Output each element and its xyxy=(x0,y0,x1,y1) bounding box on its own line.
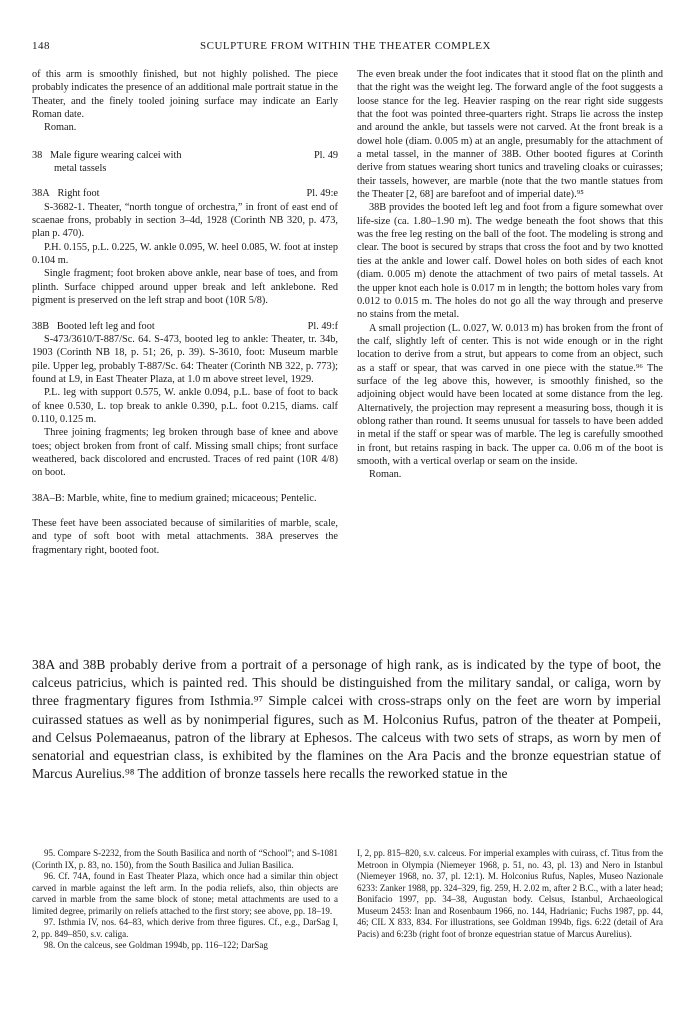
period-roman: Roman. xyxy=(44,122,77,134)
main-text-paragraph: 38A and 38B probably derive from a portrait of a personage of high rank, as is indicated by the type of boot, the calceus patricius, which is painted red. This should be distinguished from the military sandal, or caliga, worn by three fragmentary figures from Isthmia.⁹⁷ Simple calcei with cross-straps only on the feet are worn by imperial cuirassed statues as well as by nonimperial figures, such as M. Holconius Rufus, patron of the theater at Pompeii, and Celsus Polemaeanus, patron of the library at Ephesos. The calceus with two sets of straps, as worn by men of senatorial and equestrian class, is exhibited by the flamines on the Ara Pacis and the bronze equestrian statue of Marcus Aurelius.⁹⁸ The addition of bronze tassels here recalls the reworked statue in the xyxy=(32,657,661,782)
paragraph-continued: of this arm is smoothly finished, but not highly polished. The piece probably indicates the presence of an additional male portrait statue in the Theater, and the finely tooled joining surface may indicate an Early Roman date. xyxy=(32,69,338,121)
left-column xyxy=(32,68,338,557)
material-label: 38A–B xyxy=(32,492,62,504)
paragraph-association: These feet have been associated because of similarities of marble, scale, and type of soft boot with metal attachments. 38A preserves the fragmentary right, booted foot. xyxy=(32,517,338,556)
paragraph-38a-discussion: The even break under the foot indicates that it stood flat on the plinth and that the right was the weight leg. The forward angle of the foot suggests a loose stance for the leg. Heavier rasping on the rear right side suggests that the foot was pointed three-quarters right. Straps lie across the instep and around the ankle, but tassels were not carved. At the front break is a dowel hole (diam. 0.005 m) at an angle, presumably for the attachment of a metal tassel, in the manner of 38B. Other booted figures at Corinth derive from statues wearing short tunics and traveling cloaks or cuirasses; their tassels, however, are marble (note that the two mantle statues from the Theater [2, 68] are barefoot and of imperial date).⁹⁵ xyxy=(357,69,663,201)
dimensions-38a: P.H. 0.155, p.L. 0.225, W. ankle 0.095, W. heel 0.085, W. foot at instep 0.104 m. xyxy=(32,241,338,267)
plate-reference: Pl. 49:e xyxy=(306,188,338,200)
footnote-97: 97. Isthmia IV, nos. 64–83, which derive from three figures. Cf., e.g., DarSag I, 2, pp. 849–850, s.v. caliga. xyxy=(32,917,338,939)
entry-title-line-1: Male figure wearing calcei with xyxy=(50,149,182,161)
footnote-98-continued: I, 2, pp. 815–820, s.v. calceus. For imperial examples with cuirass, cf. Titus from the Metroon in Olympia (Niemeyer 1968, p. 51, no. 43, pl. 13) and Nero in Istanbul (Niemeyer 1968, no. 37, pl. 12:1). M. Holconius Rufus, Naples, Museo Nazionale 6233: Zanker 1988, pp. 324–329, fig. 259, H. 2.02 m, after 2 B.C., with a later head; Bonifacio 1997, pp. 34–38, Augustan body. Celsus, Istanbul, Archaeological Museum 2453: Inan and Rosenbaum 1966, no. 144, Hadrianic; Fuchs 1987, pp. 44, 46; CIL X 833, 834. For illustrations, see Goldman 1994b, figs. 6:22 (detail of Ara Pacis) and 6:23b (right foot of bronze equestrian statue of Marcus Aurelius). xyxy=(357,848,663,939)
description-38a: Single fragment; foot broken above ankle, near base of toes, and from plinth. Surface chipped around upper break and left anklebone. Red pigment is preserved on the left strap and boot (10R 5/8). xyxy=(32,268,338,307)
catalog-entry-38a xyxy=(32,187,338,200)
right-column xyxy=(357,68,663,482)
inventory-38a: S-3682-1. Theater, “north tongue of orchestra,” in front of east end of scaenae frons, probably in section 3–4d, 1928 (Corinth NB 320, p. 473, plan p. 470). xyxy=(32,201,338,240)
running-head xyxy=(32,40,659,56)
entry-number: 38B xyxy=(32,320,50,332)
footnote-98: 98. On the calceus, see Goldman 1994b, pp. 116–122; DarSag xyxy=(44,940,268,950)
footnote-96: 96. Cf. 74A, found in East Theater Plaza, which once had a similar thin object carved in marble against the left arm. In the podia reliefs, also, thin objects are carved in marble from the same block of stone; metal attachments are used to a limited degree, primarily on reliefs attached to the first story; see above, pp. 18–19. xyxy=(32,871,338,916)
entry-title: Right foot xyxy=(57,188,100,200)
entry-number: 38 xyxy=(32,149,43,161)
entry-title: Booted left leg and foot xyxy=(56,320,155,332)
period-roman: Roman. xyxy=(369,469,402,481)
footnotes-left xyxy=(32,848,338,952)
catalog-entry-38b xyxy=(32,320,338,333)
plate-reference: Pl. 49:f xyxy=(307,320,338,332)
paragraph-projection: A small projection (L. 0.027, W. 0.013 m) has broken from the front of the calf, slightly left of center. This is not wide enough or in the right location to derive from a strut, but appears to come from an object, such as a staff or spear, that was carved in one piece with the statue.⁹⁶ The surface of the leg above this, however, is smoothly finished, so the adjoining object would have been located at some distance from the leg. Alternatively, the projection may represent a measuring boss, though it is oblong rather than round. It seems unusual for tassels to have been added in metal if the staff or spear was of marble. The leg is carefully smoothed in front, but retains rasping in back. The upper ca. 0.06 m of the boot is smooth, with a vertical overlap or seam on the inside. xyxy=(357,322,663,467)
material-note xyxy=(32,492,338,505)
footnote-95: 95. Compare S-2232, from the South Basilica and north of “School”; and S-1081 (Corinth IX, p. 83, no. 150), from the South Basilica and Julian Basilica. xyxy=(32,848,338,870)
paragraph-38b-discussion: 38B provides the booted left leg and foot from a figure somewhat over life-size (ca. 1.80–1.90 m). The wedge beneath the foot shows that this was the free leg resting on the ball of the foot. The modeling is strong and clear. The boot is secured by straps that cross the foot and by two knotted ties at the ankle and lower calf. Dowel holes on both sides of each knot (diam. 0.005 m) denote the attachment of two pairs of metal tassels. At the upper knot each hole is 0.017 m in length; the bottom holes vary from 0.012 to 0.015 m. The holes do not go all the way through and preserve no stains from the metal. xyxy=(357,202,663,321)
catalog-entry-38 xyxy=(32,149,338,176)
entry-title-line-2: metal tassels xyxy=(54,163,107,175)
page-number: 148 xyxy=(32,40,50,52)
description-38b: Three joining fragments; leg broken through base of knee and above toes; object broken from front of calf. Missing small chips; front surface weathered, back discolored and encrusted. Traces of red paint (10R 4/8) on boot. xyxy=(32,427,338,479)
inventory-38b: S-473/3610/T-887/Sc. 64. S-473, booted leg to ankle: Theater, tr. 34b, 1903 (Corinth NB 18, p. 51; 26, p. 39). S-3610, foot: Museum marble pile. Upper leg, probably T-887/Sc. 64: Theater (Corinth NB 322, p. 773); found at L9, in East Theater Plaza, at 1.0 m above street level, 1929. xyxy=(32,333,338,385)
running-title: SCULPTURE FROM WITHIN THE THEATER COMPLEX xyxy=(200,40,491,52)
entry-number: 38A xyxy=(32,188,50,200)
dimensions-38b: P.L. leg with support 0.575, W. ankle 0.094, p.L. base of foot to back of knee 0.530, L. top break to ankle 0.390, p.L. foot 0.215, diams. calf 0.110, 0.125 m. xyxy=(32,387,338,425)
plate-reference: Pl. 49 xyxy=(313,149,338,161)
footnotes-right xyxy=(357,848,663,940)
material-text: : Marble, white, fine to medium grained; micaceous; Pentelic. xyxy=(61,492,317,504)
